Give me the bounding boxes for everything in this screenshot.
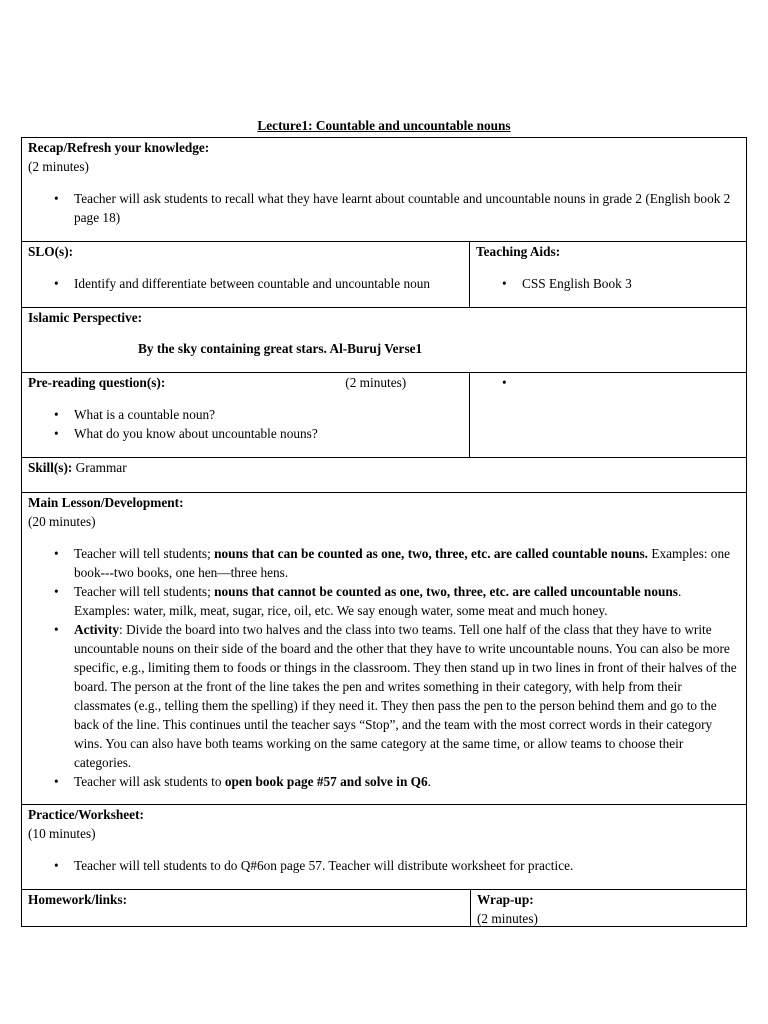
wrapup-time: (2 minutes): [477, 911, 538, 926]
recap-row: [22, 138, 746, 242]
recap-time: (2 minutes): [28, 159, 89, 174]
aids-list: [476, 274, 740, 293]
islamic-row: [22, 308, 746, 373]
slo-bullet: • Identify and differentiate between countable and uncountable noun: [74, 274, 463, 293]
aids-bullet: • CSS English Book 3: [522, 274, 740, 293]
prereading-time: (2 minutes): [345, 375, 407, 390]
main-bullet-1: [74, 544, 740, 582]
prereading-row: [22, 373, 746, 458]
practice-heading: Practice/Worksheet:: [28, 807, 144, 822]
practice-list: [28, 856, 740, 875]
homework-row: [22, 890, 746, 926]
main-bullet-3: [74, 620, 740, 772]
aids-heading: Teaching Aids:: [476, 244, 561, 259]
lesson-plan-table: [21, 137, 747, 927]
skill-row: [22, 458, 746, 493]
recap-list: [28, 189, 740, 227]
practice-time: (10 minutes): [28, 826, 96, 841]
skill-label: Skill(s):: [28, 460, 73, 475]
main-b3-text: : Divide the board into two halves and the class into two teams. Tell one half of the class that they have to write uncountable nouns on their side of the board and the other that they have to write uncountable nouns. You can also be more specific, e.g., limiting them to foods or things in the classroom. They then stand up in two lines in front of their halves of the board. The person at the front of the line takes the pen and writes something in their category, with help from their classmates (e.g., telling them the spelling) if they need it. They then pass the pen to the person behind them and go to the back of the line. This continues until the teacher says “Stop”, and the team with the most correct words in their category wins. You can also have both teams working on the same category at the same time, or allow teams to choose their categories.: [74, 622, 737, 770]
prereading-bullet-2: • What do you know about uncountable nouns?: [74, 424, 463, 443]
page-title: Lecture1: Countable and uncountable nouns: [257, 118, 511, 133]
main-b3-bold: Activity: [74, 622, 120, 637]
main-b1-post: Examples: one book---two books, one hen—three hens.: [74, 546, 730, 580]
islamic-verse: By the sky containing great stars. Al-Buruj Verse1: [138, 341, 423, 356]
slo-row: [22, 242, 746, 308]
main-b4-bold: open book page #57 and solve in Q6: [224, 774, 428, 789]
prereading-heading: Pre-reading question(s):: [28, 375, 166, 390]
main-b4-post: .: [427, 774, 431, 789]
main-time: (20 minutes): [28, 514, 96, 529]
practice-bullet: • Teacher will tell students to do Q#6on page 57. Teacher will distribute worksheet for practice.: [74, 856, 740, 875]
wrapup-heading: Wrap-up:: [477, 892, 534, 907]
slo-heading: SLO(s):: [28, 244, 74, 259]
main-b2-text: Teacher will tell students;: [74, 584, 215, 599]
main-bullet-4: [74, 772, 740, 791]
islamic-heading: Islamic Perspective:: [28, 310, 143, 325]
main-lesson-row: [22, 493, 746, 805]
main-b2-post: . Examples: water, milk, meat, sugar, rice, oil, etc. We say enough water, some meat and much honey.: [74, 584, 682, 618]
prereading-bullet-1: • What is a countable noun?: [74, 405, 463, 424]
skill-value: Grammar: [75, 460, 127, 475]
homework-heading: Homework/links:: [28, 892, 127, 907]
recap-heading: Recap/Refresh your knowledge:: [28, 140, 210, 155]
main-bullet-2: [74, 582, 740, 620]
main-b1-bold: nouns that can be counted as one, two, three, etc. are called countable nouns.: [214, 546, 649, 561]
recap-bullet: • Teacher will ask students to recall what they have learnt about countable and uncountable nouns in grade 2 (English book 2 page 18): [74, 189, 740, 227]
main-list: [28, 544, 740, 791]
main-heading: Main Lesson/Development:: [28, 495, 184, 510]
main-b1-text: Teacher will tell students;: [74, 546, 215, 561]
practice-row: [22, 805, 746, 890]
slo-list: [28, 274, 463, 293]
main-b2-bold: nouns that cannot be counted as one, two, three, etc. are called uncountable nouns: [214, 584, 678, 599]
prereading-list: [28, 405, 463, 443]
main-b4-text: Teacher will ask students to: [74, 774, 225, 789]
